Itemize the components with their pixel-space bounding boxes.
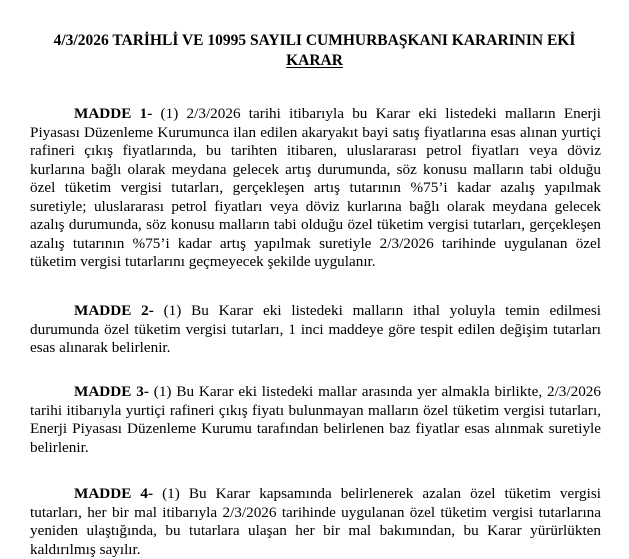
article-3-label: MADDE 3- <box>74 383 149 400</box>
article-2-label: MADDE 2- <box>74 302 154 319</box>
article-1-label: MADDE 1- <box>74 105 153 122</box>
article-2 <box>30 302 601 358</box>
article-2-text: (1) Bu Karar eki listedeki malların ithal yoluyla temin edilmesi durumunda özel tüketim vergisi tutarları, 1 inci maddeye göre tespit edilen değişim tutarları esas alınarak belirlenir. <box>30 302 601 357</box>
article-1 <box>30 105 601 272</box>
article-4-text: (1) Bu Karar kapsamında belirlenerek azalan özel tüketim vergisi tutarları, her bir mal itibarıyla 2/3/2026 tarihinde uygulanan özel tüketim vergisi tutarlarına yeniden ulaştığında, bu tutarlara ulaşan her bir mal bakımından, bu Karar yürürlükten kaldırılmış sayılır. <box>30 485 601 558</box>
article-3-text: (1) Bu Karar eki listedeki mallar arasında yer almakla birlikte, 2/3/2026 tarihi itibarıyla yurtiçi rafineri çıkış fiyatı bulunmayan malların özel tüketim vergisi tutarları, Enerji Piyasası Düzenleme Kurumu tarafından belirlenen baz fiyatlar esas alınmak suretiyle belirlenir. <box>30 383 601 456</box>
document-subtitle: KARAR <box>286 52 343 69</box>
article-3 <box>30 383 601 457</box>
article-4 <box>30 485 601 559</box>
article-1-text: (1) 2/3/2026 tarihi itibarıyla bu Karar eki listedeki malların Enerji Piyasası Düzenleme Kurumunca ilan edilen akaryakıt bayi satış fiyatlarına esas alınan yurtiçi rafineri çıkış fiyatlarında, bu tarihten itibaren, uluslararası petrol fiyatları veya döviz kurlarına bağlı olarak meydana gelecek artış durumunda, söz konusu malların tabi olduğu özel tüketim vergisi tutarları, gerçekleşen artış tutarının %75’i kadar azalış yapılmak suretiyle; uluslararası petrol fiyatları veya döviz kurlarına bağlı olarak meydana gelecek azalış durumunda, söz konusu malların tabi olduğu özel tüketim vergisi tutarları, gerçekleşen azalış tutarının %75’i kadar artış yapılmak suretiyle 2/3/2026 tarihinde uygulanan özel tüketim vergisi tutarlarını geçmeyecek şekilde uygulanır. <box>30 105 601 271</box>
document-title: 4/3/2026 TARİHLİ VE 10995 SAYILI CUMHURBAŞKANI KARARININ EKİ <box>53 32 576 49</box>
article-4-label: MADDE 4- <box>74 485 154 502</box>
